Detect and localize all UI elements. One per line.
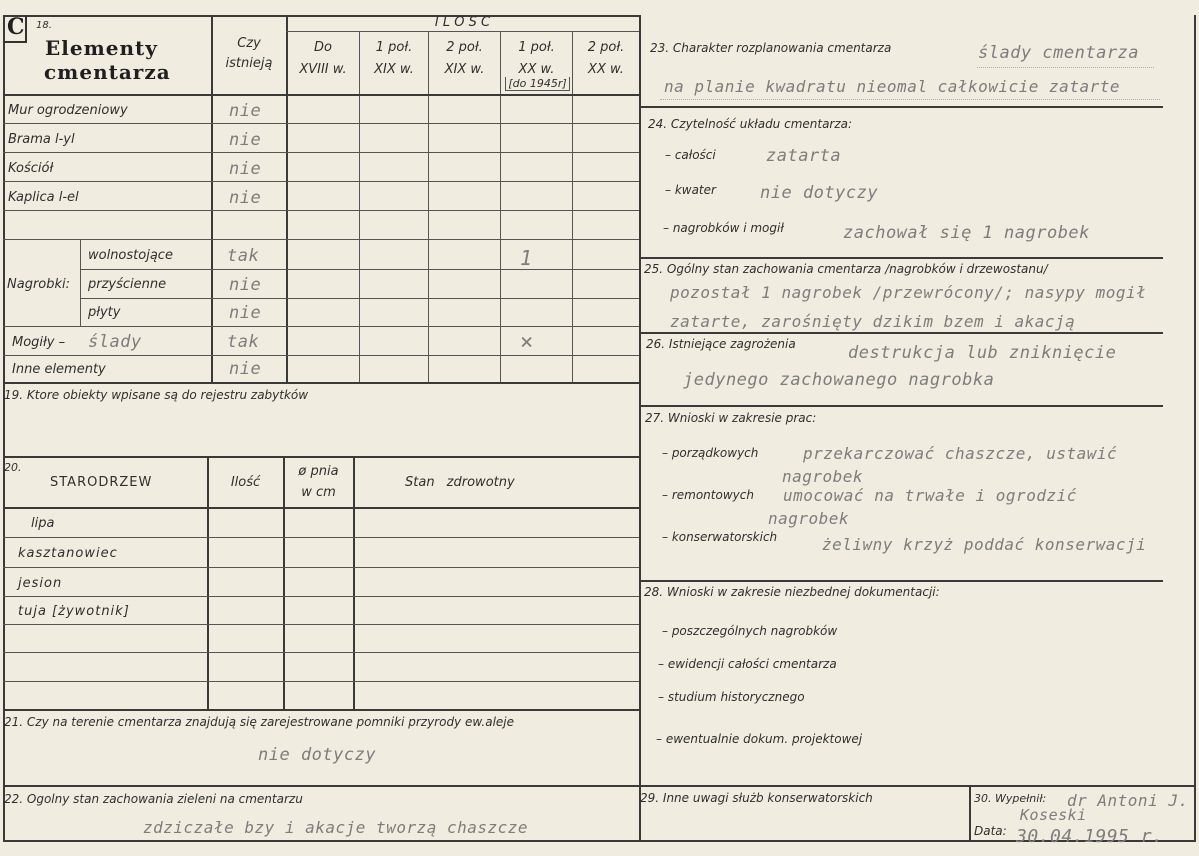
tree-row-jesion: jesion [18,576,63,591]
section27-porz-label: – porządkowych [662,446,759,460]
period-4-line1: 1 poł. [518,40,555,55]
section25-answer-1: pozostał 1 nagrobek /przewrócony/; nasypy mogił [670,283,1147,302]
section23-answer-2: na planie kwadratu nieomal całkowicie zatarte [664,77,1120,96]
section27-porz-value-1: przekarczować chaszcze, ustawić [803,444,1118,463]
period-5-line1: 2 poł. [587,40,625,55]
row-mur-value: nie [229,101,262,121]
section24-nagrobkow-label: – nagrobków i mogił [663,221,784,235]
row-mur-label: Mur ogrodzeniowy [8,103,128,118]
row-kaplica-value: nie [229,188,262,208]
section21-answer: nie dotyczy [258,745,377,765]
period-1-line2: XVIII w. [299,62,347,77]
section23-answer-1: ślady cmentarza [978,43,1140,63]
row-wolno-count: 1 [520,246,533,270]
section24-kwater-value: nie dotyczy [760,183,879,203]
tree-row-tuja: tuja [żywotnik] [18,604,130,619]
section20-col-stan: Stan zdrowotny [405,475,515,490]
row-nagrobki-label: Nagrobki: [7,277,71,292]
section29-label: 29. Inne uwagi służb konserwatorskich [640,791,873,805]
col-exists-header-1: Czy [237,36,261,51]
section28-item-3: – studium historycznego [658,690,805,704]
section20-col-ilosc: Ilość [230,475,261,490]
section28-item-4: – ewentualnie dokum. projektowej [656,732,863,746]
section28-item-2: – ewidencji całości cmentarza [658,657,837,671]
section27-konserw-label: – konserwatorskich [662,530,778,544]
section20-header: STARODRZEW [50,475,153,490]
section25-label: 25. Ogólny stan zachowania cmentarza /nagrobków i drzewostanu/ [644,262,1048,276]
section27-remont-label: – remontowych [662,488,754,502]
row-inne-label: Inne elementy [12,362,106,377]
period-3-line1: 2 poł. [446,40,483,55]
section26-answer-2: jedynego zachowanego nagrobka [683,370,995,390]
ilosc-header: I L O S C [434,15,491,30]
section20-col-fi-2: w cm [301,485,336,500]
section19-label: 19. Ktore obiekty wpisane są do rejestru zabytków [4,388,309,402]
period-1-line1: Do [314,40,332,55]
section27-porz-value-2: nagrobek [782,467,864,486]
section30-date-label: Data: [974,824,1007,838]
section28-item-1: – poszczególnych nagrobków [662,624,838,638]
section27-remont-value-2: nagrobek [768,509,850,528]
period-2-line2: XIX w. [374,62,414,77]
section24-kwater-label: – kwater [665,183,716,197]
section22-answer: zdziczałe bzy i akacje tworzą chaszcze [143,818,529,837]
section21-label: 21. Czy na terenie cmentarza znajdują się zarejestrowane pomniki przyrody ew.aleje [4,715,515,729]
period-4-line3: [do 1945r] [505,77,570,91]
section30-filled-value-2: Koseski [1020,806,1087,824]
section30-date-value: 30.04.1995 r. [1016,826,1164,847]
row-kosciol-label: Kościół [8,161,54,176]
row-kosciol-value: nie [229,159,262,179]
section18-title-1: Elementy [45,36,158,60]
section27-remont-value-1: umocować na trwałe i ogrodzić [783,486,1077,505]
section24-calosci-value: zatarta [766,146,842,166]
period-5-line2: XX w. [588,62,624,77]
row-kaplica-label: Kaplica l-el [8,190,79,205]
section26-answer-1: destrukcja lub zniknięcie [848,343,1117,363]
card-letter: C [7,14,26,40]
row-mogily-label: Mogiły – [12,335,66,350]
row-mogily-value: tak [227,332,260,352]
period-2-line1: 1 poł. [375,40,413,55]
row-przysc-label: przyścienne [88,277,167,292]
row-wolno-value: tak [227,246,260,266]
row-brama-value: nie [229,130,262,150]
section24-label: 24. Czytelność układu cmentarza: [648,117,853,131]
section22-label: 22. Ogolny stan zachowania zieleni na cmentarzu [4,792,303,806]
section20-number: 20. [4,461,22,474]
section28-label: 28. Wnioski w zakresie niezbednej dokumentacji: [644,585,940,599]
section30-filled-value-1: dr Antoni J. [1067,791,1189,810]
section24-calosci-label: – całości [665,148,716,162]
section27-konserw-value: żeliwny krzyż poddać konserwacji [822,535,1147,554]
row-plyty-label: płyty [88,305,121,320]
row-przysc-value: nie [229,275,262,295]
section20-col-fi-1: ø pnia [298,464,339,479]
period-4-line2: XX w. [518,62,555,77]
section24-nagrobkow-value: zachował się 1 nagrobek [843,223,1090,243]
section27-label: 27. Wnioski w zakresie prac: [645,411,817,425]
section30-filled-label: 30. Wypełnił: [974,792,1047,805]
row-plyty-value: nie [229,303,262,323]
section23-label: 23. Charakter rozplanowania cmentarza [650,41,892,55]
row-mogily-count: × [520,330,534,355]
row-inne-value: nie [229,359,262,379]
period-3-line2: XIX w. [444,62,485,77]
section18-title-2: cmentarza [44,60,171,84]
section26-label: 26. Istniejące zagrożenia [646,337,796,351]
tree-row-kasztanowiec: kasztanowiec [18,546,118,561]
section25-answer-2: zatarte, zarośnięty dzikim bzem i akacją [670,312,1076,331]
row-mogily-note: ślady [88,332,142,352]
section18-number: 18. [36,20,52,31]
row-wolno-label: wolnostojące [88,248,173,263]
col-exists-header-2: istnieją [225,56,273,71]
row-brama-label: Brama l-yl [8,132,75,147]
tree-row-lipa: lipa [31,516,55,531]
